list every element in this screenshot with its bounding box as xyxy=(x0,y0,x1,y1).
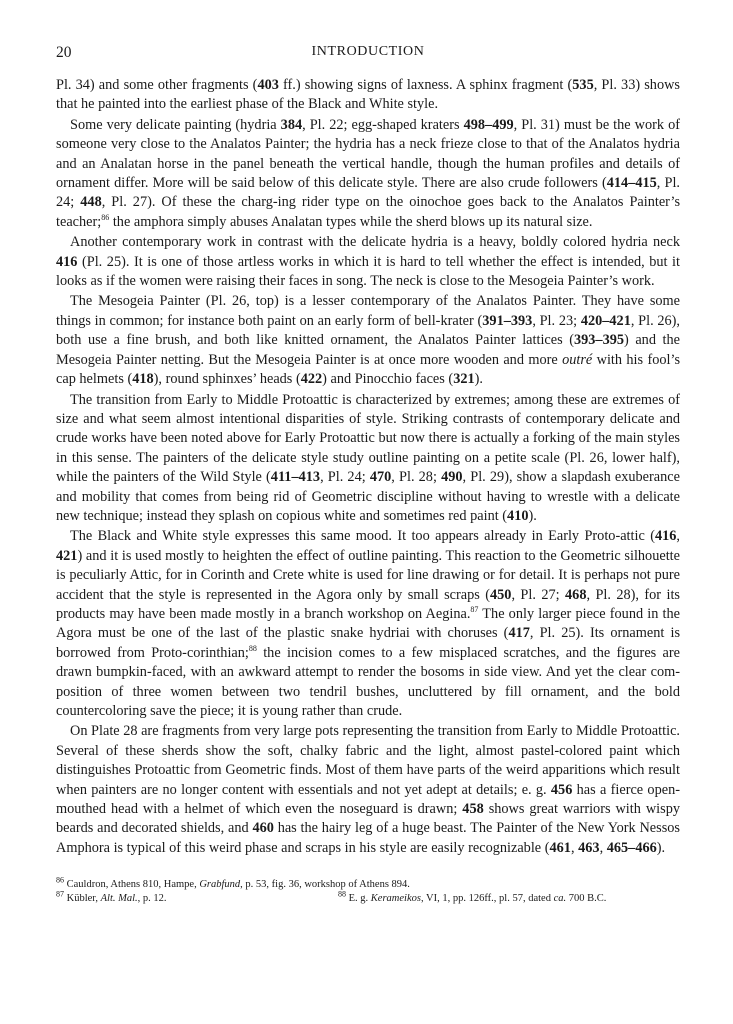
running-title: INTRODUCTION xyxy=(311,44,425,59)
paragraph: Some very delicate painting (hydria 384, Pl. 22; egg-shaped kraters 498–499, Pl. 31) must be the work of someone very close to the Analatos Painter; the hydria has a neck frieze close to that of the Analatos hydria and an Analatan horse in the panel beneath the vertical handle, though the human profiles and details of ornament differ. More will be said below of this delicate style. There are also crude followers (414–415, Pl. 24; 448, Pl. 27). Of these the charg-ing rider type on the oinochoe goes back to the Analatos Painter’s teacher;$^{86}$ the amphora simply abuses Analatan types while the sherd blows up its natural size. xyxy=(56,116,681,230)
paragraph: The transition from Early to Middle Protoattic is characterized by extremes; among these are extremes of size and what seem almost intentional disparities of style. Striking contrasts of contemporary delicate and crude works have been noted above for Early Protoattic but now there is actually a forking of the main styles in this sense. The painters of the delicate style study outline painting on a petite scale (Pl. 26, lower half), while the painters of the Wild Style (411–413, Pl. 24; 470, Pl. 28; 490, Pl. 29), show a slapdash exuberance and mobility that comes from being rid of Geometric discipline without having to wrestle with a delicate new technique; instead they splash on copious white and sometimes red paint (410). xyxy=(56,391,680,524)
footnote-row xyxy=(56,889,680,906)
footnote-86: $^{86}$ Cauldron, Athens 810, Hampe, Grabfund, p. 53, fig. 36, workshop of Athens 894. xyxy=(56,875,410,891)
paragraph: The Black and White style expresses this same mood. It too appears already in Early Proto-attic (416, 421) and it is used mostly to heighten the effect of outline painting. This reaction to the Geometric silhouette is peculiarly Attic, for in Corinth and Crete white is used for line drawing or for detail. It is perhaps not pure accident that the style is represented in the Agora only by small scraps (450, Pl. 27; 468, Pl. 28), for its products may have been made mostly in a branch workshop on Aegina.$^{87}$ The only larger piece found in the Agora must be one of the last of the plastic snake hydriai with choruses (417, Pl. 25). Its ornament is borrowed from Proto-corinthian;$^{88}$ the incision comes to a few misplaced scratches, and the figures are drawn bumpkin-faced, with an awkward attempt to render the bosoms in side view. And yet the clear com-position of three women between two tendril bushes, uncluttered by fill ornament, and the bold countercoloring save the piece; it is young rather than crude. xyxy=(56,528,681,719)
paragraph: The Mesogeia Painter (Pl. 26, top) is a lesser contemporary of the Analatos Painter. They have some things in common; for instance both paint on an early form of bell-krater (391–393, Pl. 23; 420–421, Pl. 26), both use a fine brush, and both like knitted ornament, the Analatos Painter lattices (393–395) and the Mesogeia Painter netting. But the Mesogeia Painter is at once more wooden and more outré with his fool’s cap helmets (418), round sphinxes’ heads (422) and Pinocchio faces (321). xyxy=(56,293,681,388)
paragraph: Pl. 34) and some other fragments (403 ff.) showing signs of laxness. A sphinx fragment (535, Pl. 33) shows that he painted into the earliest phase of the Black and White style. xyxy=(56,77,680,113)
footnotes xyxy=(56,875,680,906)
document-page xyxy=(56,44,680,906)
page-header xyxy=(56,44,680,70)
footnote-87: $^{87}$ Kübler, Alt. Mal., p. 12. xyxy=(56,889,167,905)
paragraph: On Plate 28 are fragments from very large pots representing the transition from Early to Middle Protoattic. Several of these sherds show the soft, chalky fabric and the light, almost pastel-colored paint which distinguishes Protoattic from Geometric finds. Most of them have parts of the weird apparitions which result when painters are no longer content with essentials and not yet adept at details; e. g. 456 has a fierce open-mouthed head with a helmet of which even the noseguard is drawn; 458 shows great warriors with wispy beards and decorated shields, and 460 has the hairy leg of a huge beast. The Painter of the New York Nessos Amphora is typical of this weird phase and scraps in his style are easily recognizable (461, 463, 465–466). xyxy=(56,723,680,856)
footnote-88: $^{88}$ E. g. Kerameikos, VI, 1, pp. 126ff., pl. 57, dated ca. 700 B.C. xyxy=(338,889,607,905)
body-text xyxy=(56,76,680,858)
page-number: 20 xyxy=(56,44,72,61)
paragraph: Another contemporary work in contrast with the delicate hydria is a heavy, boldly colored hydria neck 416 (Pl. 25). It is one of those artless works in which it is hard to tell whether the effect is intended, but it looks as if the women were raising their faces in song. The neck is close to the Mesogeia Painter’s work. xyxy=(56,234,680,290)
